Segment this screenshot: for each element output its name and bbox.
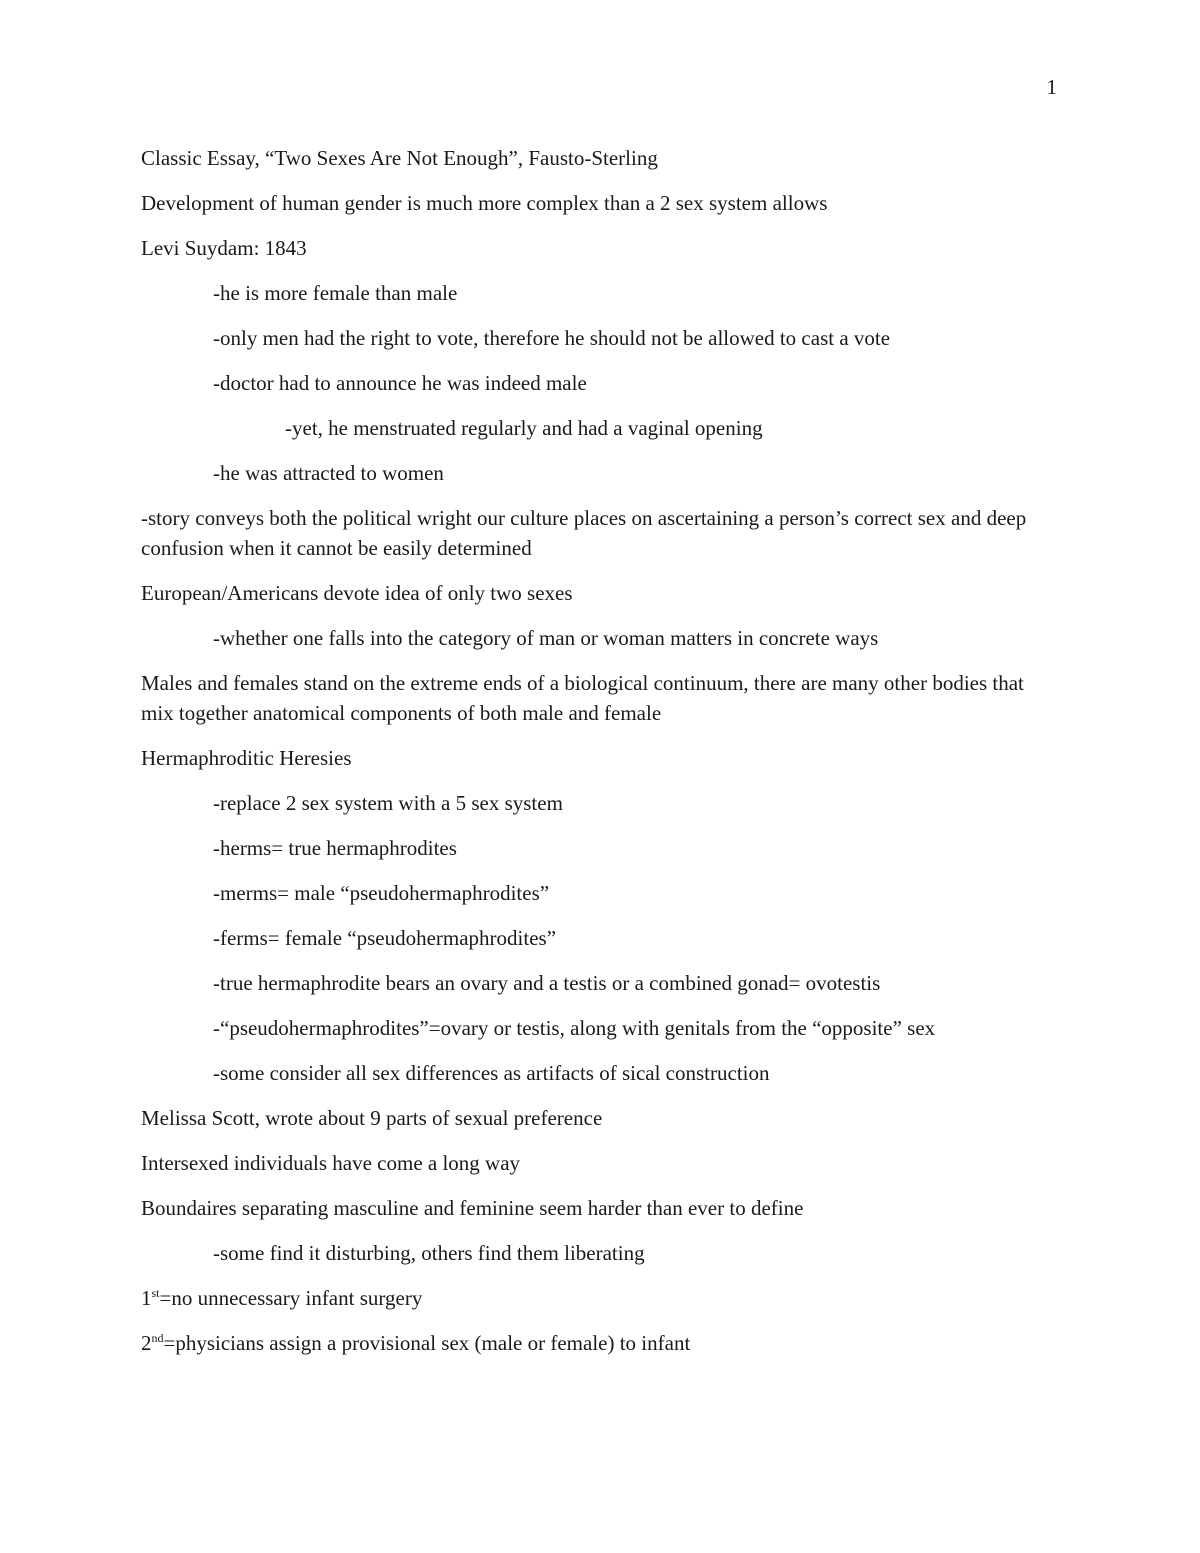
ordinal-number: 1 <box>141 1286 152 1310</box>
ordinal-text: =physicians assign a provisional sex (male or female) to infant <box>163 1331 691 1355</box>
bullet-note: -whether one falls into the category of man or woman matters in concrete ways <box>213 626 879 650</box>
paragraph: Males and females stand on the extreme ends of a biological continuum, there are many other bodies that mix together anatomical components of both male and female <box>141 671 1024 725</box>
ordinal-text: =no unnecessary infant surgery <box>159 1286 423 1310</box>
bullet-note: -doctor had to announce he was indeed male <box>213 371 587 395</box>
bullet-note: -ferms= female “pseudohermaphrodites” <box>213 926 557 950</box>
paragraph: Development of human gender is much more complex than a 2 sex system allows <box>141 191 828 215</box>
ordinal-suffix: nd <box>151 1331 164 1345</box>
ordinal-number: 2 <box>141 1331 152 1355</box>
document-body <box>141 143 1061 1373</box>
paragraph: European/Americans devote idea of only two sexes <box>141 581 573 605</box>
sub-bullet-note: -yet, he menstruated regularly and had a vaginal opening <box>285 416 763 440</box>
paragraph: Intersexed individuals have come a long way <box>141 1151 521 1175</box>
paragraph: Boundaires separating masculine and feminine seem harder than ever to define <box>141 1196 804 1220</box>
bullet-note: -some find it disturbing, others find them liberating <box>213 1241 645 1265</box>
paragraph: Levi Suydam: 1843 <box>141 236 307 260</box>
page-number: 1 <box>1046 75 1057 99</box>
bullet-note: -he is more female than male <box>213 281 458 305</box>
paragraph: Melissa Scott, wrote about 9 parts of sexual preference <box>141 1106 603 1130</box>
section-heading: Hermaphroditic Heresies <box>141 746 352 770</box>
ordinal-suffix: st <box>151 1286 160 1300</box>
ordinal-item-first <box>141 1283 1061 1313</box>
bullet-note: -only men had the right to vote, therefore he should not be allowed to cast a vote <box>213 326 891 350</box>
bullet-note: -true hermaphrodite bears an ovary and a testis or a combined gonad= ovotestis <box>213 971 881 995</box>
paragraph: Classic Essay, “Two Sexes Are Not Enough”, Fausto-Sterling <box>141 146 658 170</box>
ordinal-item-second <box>141 1328 1061 1358</box>
bullet-note: -replace 2 sex system with a 5 sex system <box>213 791 563 815</box>
paragraph: -story conveys both the political wright our culture places on ascertaining a person’s correct sex and deep confusion when it cannot be easily determined <box>141 506 1027 560</box>
bullet-note: -he was attracted to women <box>213 461 444 485</box>
bullet-note: -“pseudohermaphrodites”=ovary or testis, along with genitals from the “opposite” sex <box>213 1016 936 1040</box>
bullet-note: -merms= male “pseudohermaphrodites” <box>213 881 550 905</box>
bullet-note: -some consider all sex differences as artifacts of sical construction <box>213 1061 770 1085</box>
bullet-note: -herms= true hermaphrodites <box>213 836 457 860</box>
